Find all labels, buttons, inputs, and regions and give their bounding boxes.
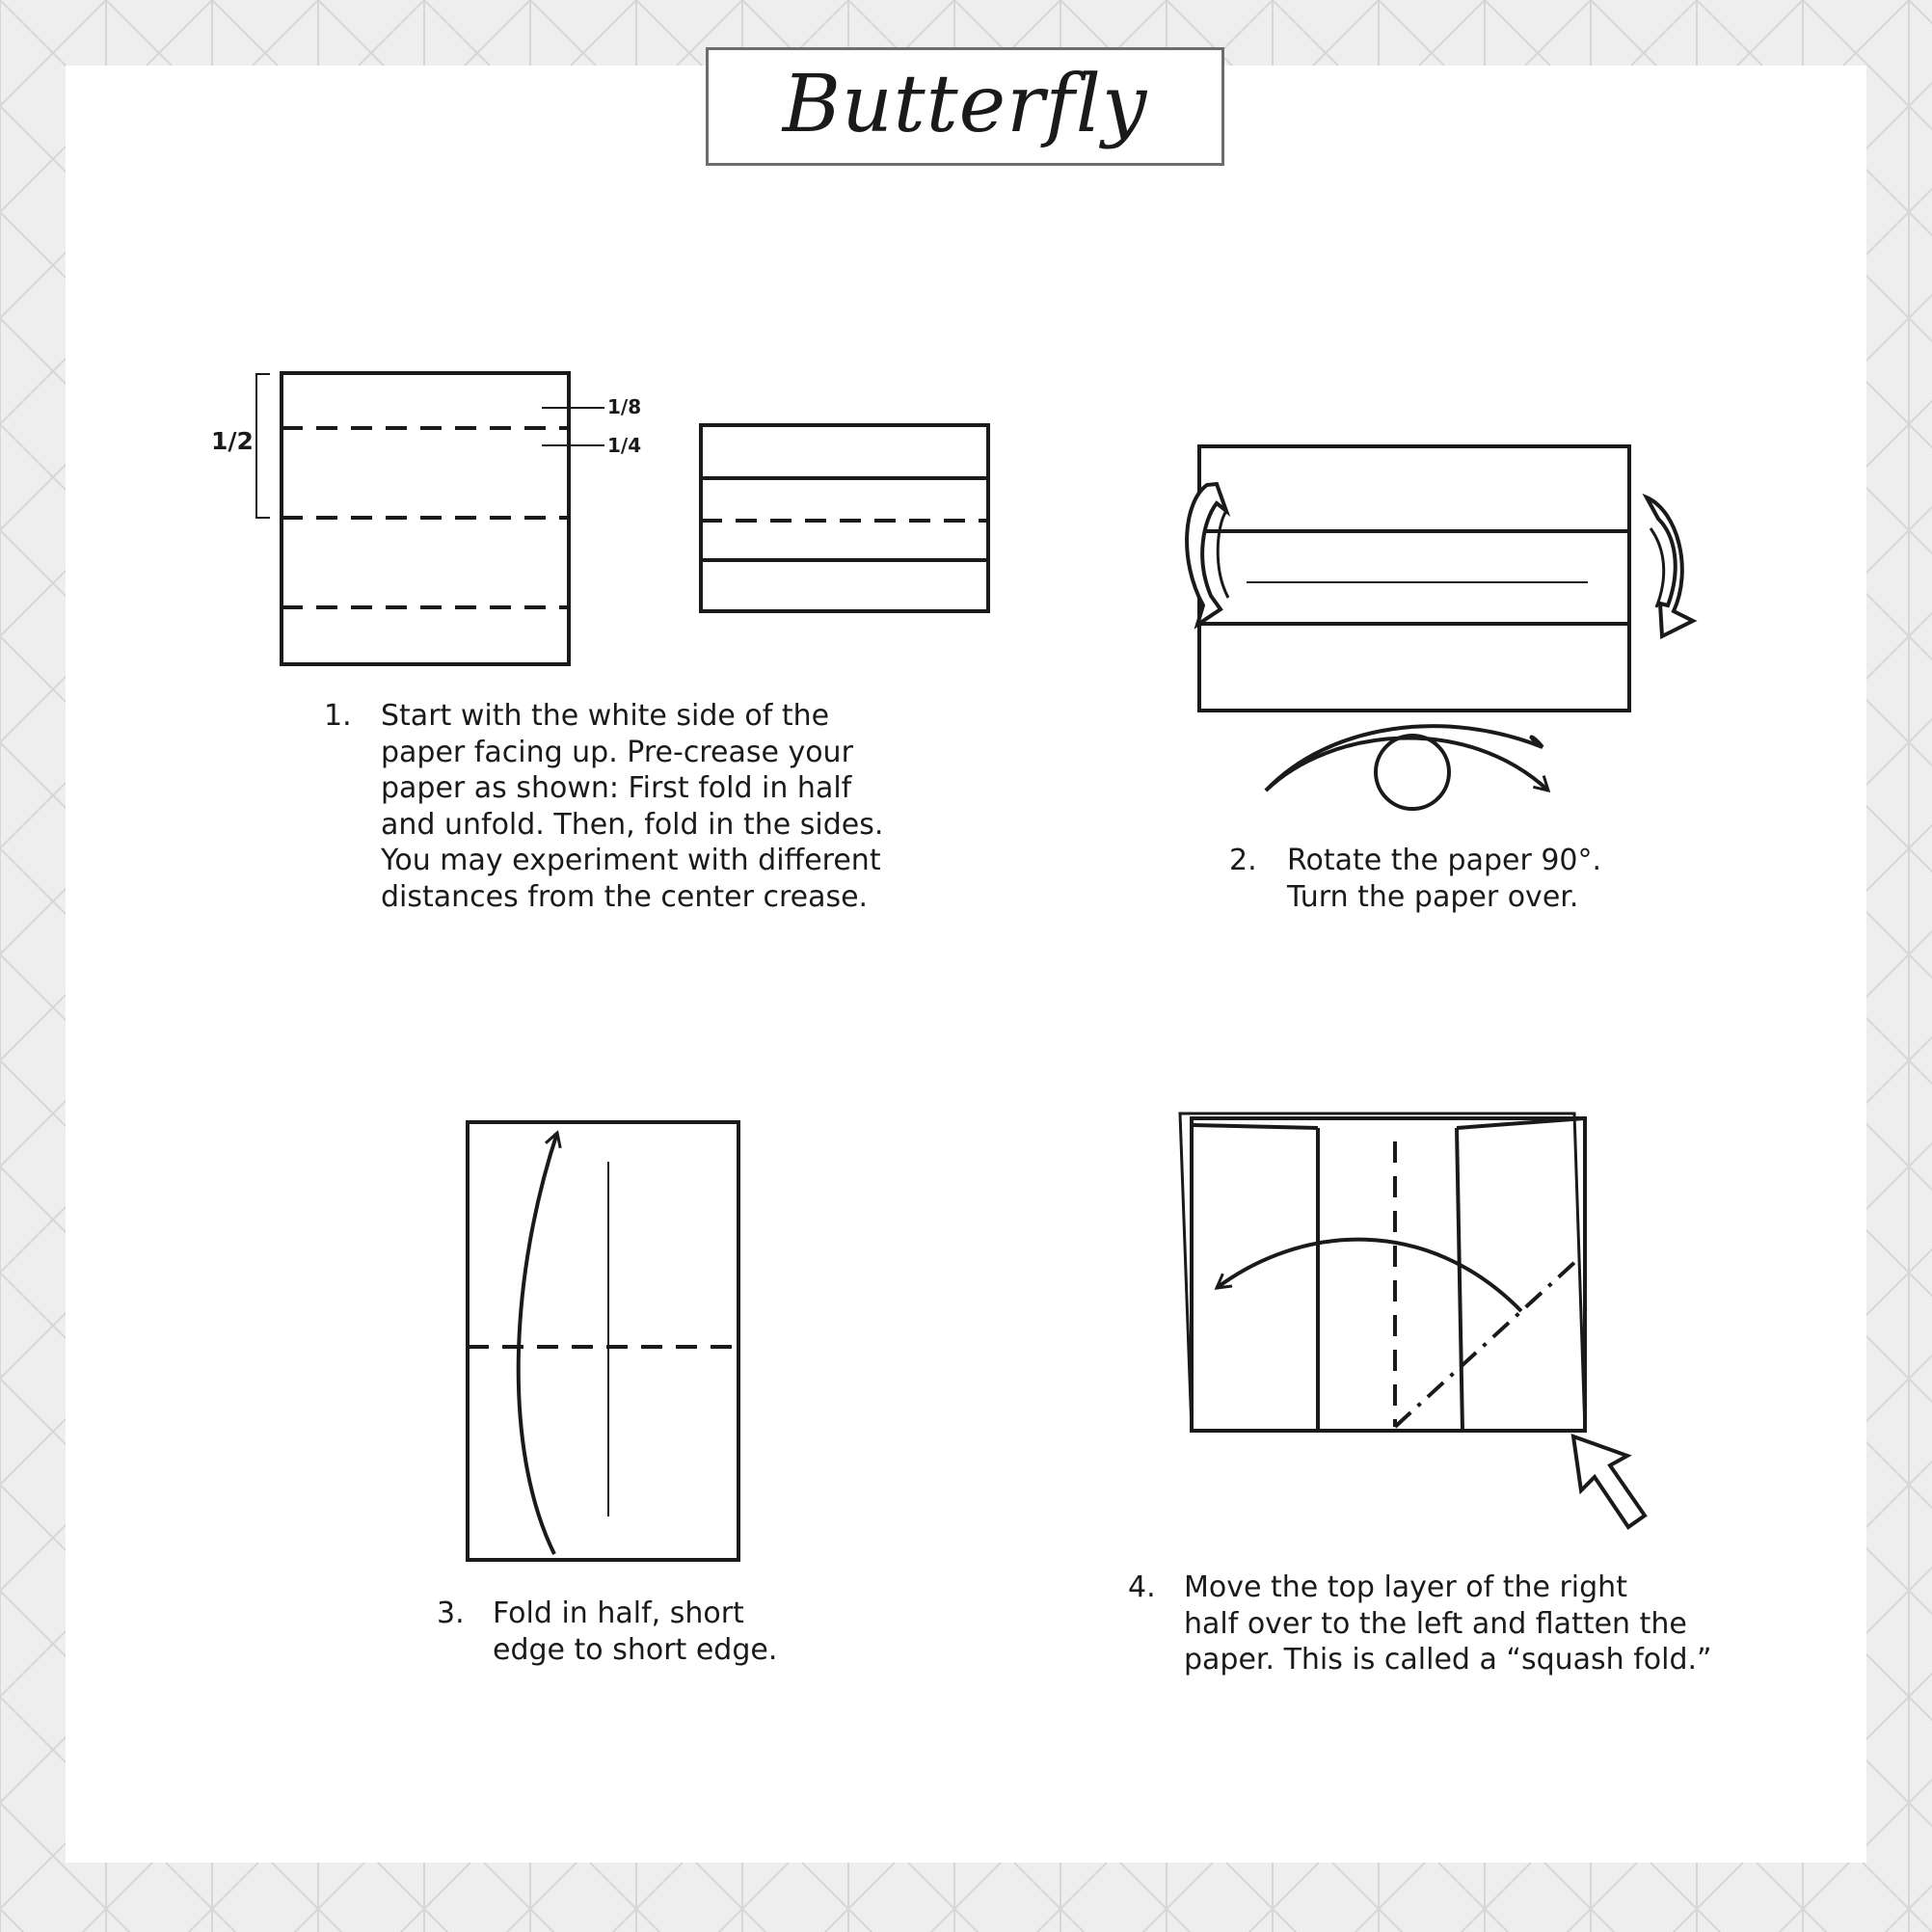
page-title: Butterfly	[782, 59, 1148, 150]
step-number: 2.	[1229, 844, 1257, 877]
step-text: Move the top layer of the right half over to the left and flatten the paper. This is called a “squash fold.”	[1184, 1570, 1712, 1677]
step-text: Start with the white side of the paper facing up. Pre-crease your paper as shown: First fold in half and unfold. Then, fold in the sides. You may experiment with different distances from the center crease.	[381, 699, 884, 914]
step2-rotate-diagram	[1187, 446, 1693, 809]
step-3	[437, 1596, 803, 1673]
quarter-label: 1/4	[607, 434, 642, 457]
step-1	[324, 698, 902, 920]
step1-square-diagram	[256, 373, 604, 664]
half-label: 1/2	[211, 427, 254, 455]
step-2	[1229, 843, 1634, 920]
step-4	[1128, 1570, 1726, 1685]
step-number: 3.	[437, 1597, 465, 1630]
step4-squash-diagram	[1180, 1114, 1645, 1527]
step-number: 1.	[324, 699, 352, 733]
step-text: Rotate the paper 90°. Turn the paper over.	[1287, 844, 1602, 914]
step1-folded-diagram	[701, 425, 988, 611]
step-text: Fold in half, short edge to short edge.	[493, 1597, 778, 1667]
step-number: 4.	[1128, 1570, 1156, 1604]
eighth-label: 1/8	[607, 395, 642, 418]
step3-fold-diagram	[468, 1122, 738, 1560]
